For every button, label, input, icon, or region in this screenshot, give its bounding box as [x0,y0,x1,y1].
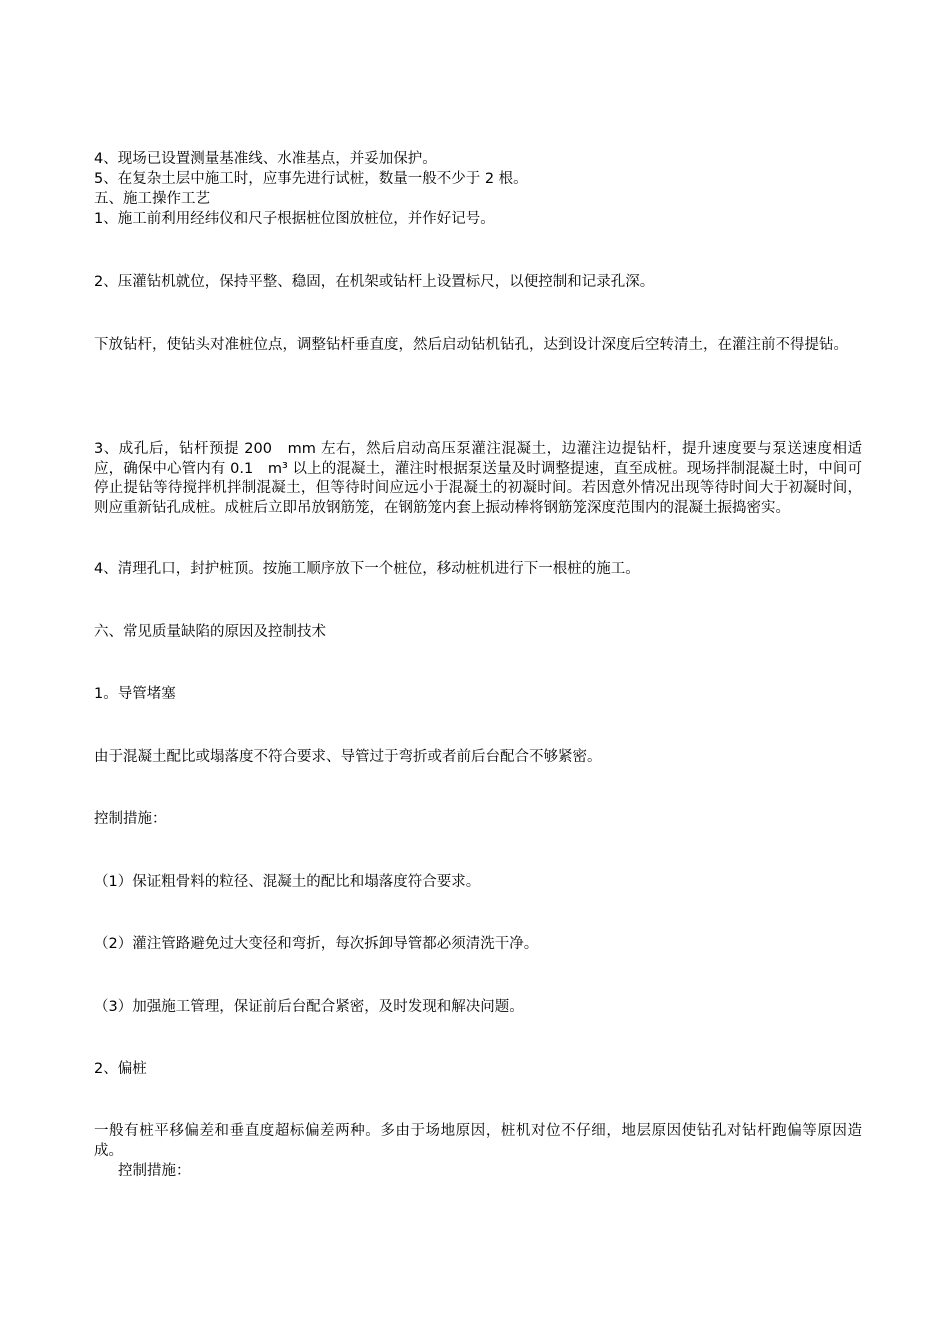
defect-2-cause-paragraph: 一般有桩平移偏差和垂直度超标偏差两种。多由于场地原因，桩机对位不仔细，地层原因使钻孔对钻杆跑偏等原因造成。 [94,1123,862,1159]
item-4-survey-baseline: 4、现场已设置测量基准线、水准基点，并妥加保护。 [94,151,437,167]
defect-1-heading: 1。导管堵塞 [94,686,176,702]
defect-1-cause: 由于混凝土配比或塌落度不符合要求、导管过于弯折或者前后台配合不够紧密。 [94,749,602,765]
step-4-cleanup: 4、清理孔口，封护桩顶。按施工顺序放下一个桩位，移动桩机进行下一根桩的施工。 [94,561,640,577]
step-1-layout: 1、施工前利用经纬仪和尺子根据桩位图放桩位，并作好记号。 [94,211,495,227]
item-5-trial-pile: 5、在复杂土层中施工时，应事先进行试桩，数量一般不少于 2 根。 [94,171,528,187]
section-6-heading: 六、常见质量缺陷的原因及控制技术 [94,624,326,640]
step-2-rig-setup: 2、压灌钻机就位，保持平整、稳固，在机架或钻杆上设置标尺，以便控制和记录孔深。 [94,274,655,290]
measure-2: （2）灌注管路避免过大变径和弯折，每次拆卸导管都必须清洗干净。 [94,936,539,952]
control-measures-label: 控制措施： [94,811,167,827]
defect-2-heading: 2、偏桩 [94,1061,147,1077]
section-5-heading: 五、施工操作工艺 [94,191,210,207]
step-3-concreting-paragraph: 3、成孔后，钻杆预提 200 mm 左右，然后启动高压泵灌注混凝土，边灌注边提钻杆，提升速度要与泵送速度相适应，确保中心管内有 0.1 m³ 以上的混凝土，灌注时根据泵送量及时调整提速，直至成桩。现场拌制混凝土时，中间可停止提钻等待搅拌机拌制混凝土，但等待时间应远小于混凝土的初凝时间。若因意外情况出现等待时间大于初凝时间，则应重新钻孔成桩。成桩后立即吊放钢筋笼，在钢筋笼内套上振动棒将钢筋笼深度范围内的混凝土振捣密实。 [94,441,862,516]
drilling-paragraph: 下放钻杆，使钻头对准桩位点，调整钻杆垂直度，然后启动钻机钻孔，达到设计深度后空转清土，在灌注前不得提钻。 [94,337,848,353]
control-measures-label-2: 控制措施： [118,1163,191,1179]
measure-1: （1）保证粗骨料的粒径、混凝土的配比和塌落度符合要求。 [94,874,481,890]
measure-3: （3）加强施工管理，保证前后台配合紧密，及时发现和解决问题。 [94,999,524,1015]
